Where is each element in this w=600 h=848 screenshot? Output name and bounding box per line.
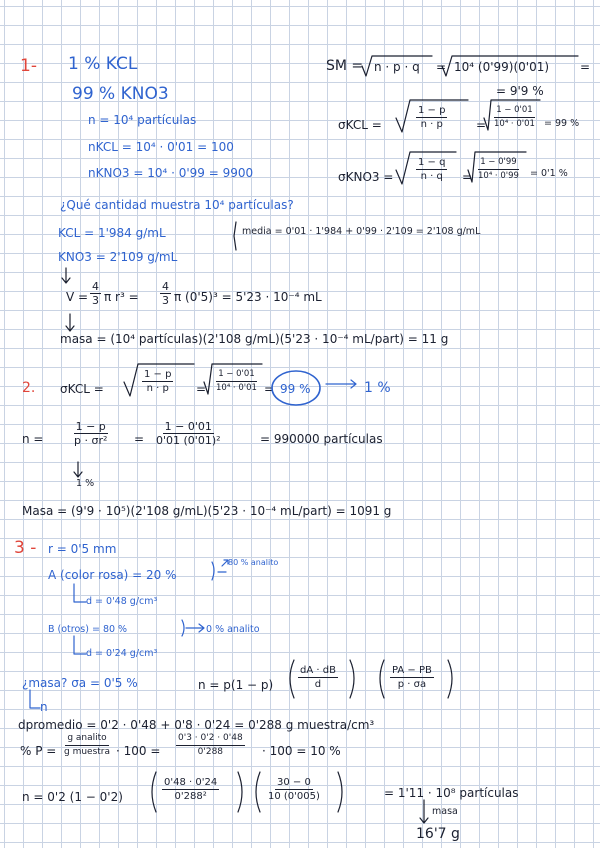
sqrt-sign: [396, 152, 456, 184]
p3-final-f2-den: 10 (0'005): [268, 791, 320, 802]
sigma-kcl-lhs: σKCL =: [338, 118, 382, 132]
p3-percent-den: g muestra: [64, 747, 111, 757]
kcl-percent: 1 % KCL: [68, 54, 138, 74]
paren: [338, 772, 342, 812]
p2-sigma-den-2: 10⁴ · 0'01: [216, 383, 257, 393]
p2-sigma-lhs: σKCL =: [60, 382, 104, 396]
sm-result: = 9'9 %: [496, 84, 544, 98]
p3-percent-num-2: 0'3 · 0'2 · 0'48: [176, 732, 245, 746]
p3-final-f1-num: 0'48 · 0'24: [164, 777, 218, 788]
p3-final-lhs: n = 0'2 (1 − 0'2): [22, 790, 123, 804]
arrow-down: [66, 314, 74, 331]
p3-percent-den-2: 0'288: [197, 747, 224, 757]
sqrt-sign: [124, 364, 194, 396]
p3-percent-mid: · 100 =: [116, 744, 161, 758]
arrow-right: [326, 380, 356, 388]
sm-root-1: n · p · q: [374, 60, 420, 74]
p2-one-percent: 1 %: [76, 478, 95, 489]
arrow-l: [30, 690, 40, 708]
p3-component-b: B (otros) = 80 %: [48, 624, 128, 635]
n-kcl: nKCL = 10⁴ · 0'01 = 100: [88, 140, 234, 154]
volume-a: π r³ =: [104, 290, 139, 304]
volume-frac-2-den: 3: [162, 294, 169, 307]
volume-frac-1-num: 4: [92, 280, 99, 293]
p3-percent-result: · 100 = 10 %: [262, 744, 341, 758]
p2-n-num: 1 − p: [75, 420, 106, 433]
p3-f2-den: p · σa: [397, 679, 427, 690]
p3-f2-num: PA − PB: [392, 665, 432, 676]
p3-b-density: d = 0'24 g/cm³: [86, 648, 158, 659]
sigma-kcl-eq: =: [476, 118, 487, 132]
sm-root-2: 10⁴ (0'99)(0'01): [454, 60, 550, 74]
bracket: [212, 562, 214, 580]
sigma-kcl-num-2: 1 − 0'01: [494, 104, 535, 118]
p3-radius: r = 0'5 mm: [48, 542, 117, 556]
sigma-kno3-eq: =: [462, 170, 473, 184]
paren: [238, 772, 242, 812]
p2-n-eq: =: [134, 432, 145, 446]
p2-sigma-num-2: 1 − 0'01: [216, 368, 257, 382]
p2-n-num-2: 1 − 0'01: [164, 420, 212, 433]
arrow-down: [420, 800, 428, 823]
volume-frac-2-num: 4: [162, 280, 169, 293]
density-media: media = 0'01 · 1'984 + 0'99 · 2'109 = 2'108 g/mL: [242, 226, 481, 237]
arrow-down: [62, 268, 70, 283]
arrow-right: [186, 624, 204, 632]
p3-masa-value: 16'7 g: [416, 826, 460, 842]
p3-final-f1-den: 0'288²: [174, 791, 207, 802]
density-kno3: KNO3 = 2'109 g/mL: [58, 250, 178, 264]
volume-lhs: V =: [66, 290, 89, 304]
paren: [152, 772, 156, 812]
arrow-l: [74, 584, 86, 602]
sigma-kcl-result: = 99 %: [544, 118, 580, 129]
p2-target: 1 %: [364, 380, 391, 396]
sqrt-sign: [362, 56, 432, 76]
sm-eq: =: [436, 60, 447, 74]
paren: [256, 772, 260, 812]
p3-f1-num: dA · dB: [300, 665, 336, 676]
sigma-kcl-num: 1 − p: [418, 105, 446, 116]
sqrt-sign: [204, 364, 262, 394]
p3-a-density: d = 0'48 g/cm³: [86, 596, 158, 607]
p3-formula-lhs: n = p(1 − p): [198, 678, 274, 692]
p3-n-label: n: [40, 700, 48, 714]
paren: [448, 660, 452, 698]
bracket: [182, 620, 184, 636]
kno3-percent: 99 % KNO3: [72, 84, 169, 104]
p3-component-a: A (color rosa) = 20 %: [48, 568, 177, 582]
sigma-kno3-num-2: 1 − 0'99: [478, 156, 519, 170]
sqrt-sign: [468, 152, 526, 182]
sqrt-sign: [484, 100, 540, 130]
sigma-kno3-lhs: σKNO3 =: [338, 170, 394, 184]
paren: [350, 660, 354, 698]
p3-final-result: = 1'11 · 10⁸ partículas: [384, 786, 519, 800]
p3-percent-lhs: % P =: [20, 744, 57, 758]
masa-2: Masa = (9'9 · 10⁵)(2'108 g/mL)(5'23 · 10⁻⁴ mL/part) = 1091 g: [22, 504, 392, 518]
sigma-kcl-den-2: 10⁴ · 0'01: [494, 119, 535, 129]
p3-final-f2-num: 30 − 0: [277, 777, 311, 788]
masa-1: masa = (10⁴ partículas)(2'108 g/mL)(5'23 · 10⁻⁴ mL/part) = 11 g: [60, 332, 449, 346]
arrow-right: [218, 560, 228, 572]
sigma-kno3-num: 1 − q: [418, 157, 446, 168]
problem-2-number: 2.: [22, 380, 36, 396]
sqrt-sign: [442, 56, 578, 76]
highlight-circle: [272, 371, 320, 405]
p2-sigma-num: 1 − p: [144, 369, 172, 380]
volume-b: π (0'5)³ = 5'23 · 10⁻⁴ mL: [174, 290, 322, 304]
problem-1-number: 1-: [20, 56, 37, 76]
p2-circled-value: 99 %: [280, 382, 311, 396]
p3-masa-label: masa: [432, 806, 458, 817]
sm-lhs: SM =: [326, 58, 364, 74]
bracket: [234, 222, 236, 250]
density-kcl: KCL = 1'984 g/mL: [58, 226, 166, 240]
p3-a-note: 80 % analito: [228, 558, 279, 567]
sqrt-sign: [396, 100, 468, 132]
p3-question: ¿masa? σa = 0'5 %: [22, 676, 138, 690]
paren: [290, 660, 294, 698]
p3-density-average: dpromedio = 0'2 · 0'48 + 0'8 · 0'24 = 0'288 g muestra/cm³: [18, 718, 375, 732]
n-kno3: nKNO3 = 10⁴ · 0'99 = 9900: [88, 166, 254, 180]
p2-n-lhs: n =: [22, 432, 44, 446]
volume-frac-1-den: 3: [92, 294, 99, 307]
p3-f1-den: d: [314, 679, 322, 690]
arrow-down: [74, 462, 82, 477]
sigma-kcl-den: n · p: [420, 119, 443, 130]
question-sample: ¿Qué cantidad muestra 10⁴ partículas?: [60, 198, 294, 212]
sigma-kno3-den-2: 10⁴ · 0'99: [478, 171, 519, 181]
p2-sigma-den: n · p: [146, 383, 169, 394]
p3-b-note: 0 % analito: [206, 624, 260, 635]
p2-n-result: = 990000 partículas: [260, 432, 383, 446]
sm-tail: =: [580, 60, 591, 74]
paren: [380, 660, 384, 698]
p3-percent-num: g analito: [65, 732, 108, 746]
sigma-kno3-den: n · q: [420, 171, 443, 182]
problem-3-number: 3 -: [14, 538, 37, 558]
p2-sigma-eq: =: [196, 382, 207, 396]
n-total: n = 10⁴ partículas: [88, 113, 197, 127]
p2-n-den-2: 0'01 (0'01)²: [156, 434, 221, 447]
p2-sigma-eq-2: =: [264, 382, 275, 396]
sigma-kno3-result: = 0'1 %: [530, 168, 568, 179]
p2-n-den: p · σr²: [74, 434, 108, 447]
arrow-l: [74, 636, 86, 654]
